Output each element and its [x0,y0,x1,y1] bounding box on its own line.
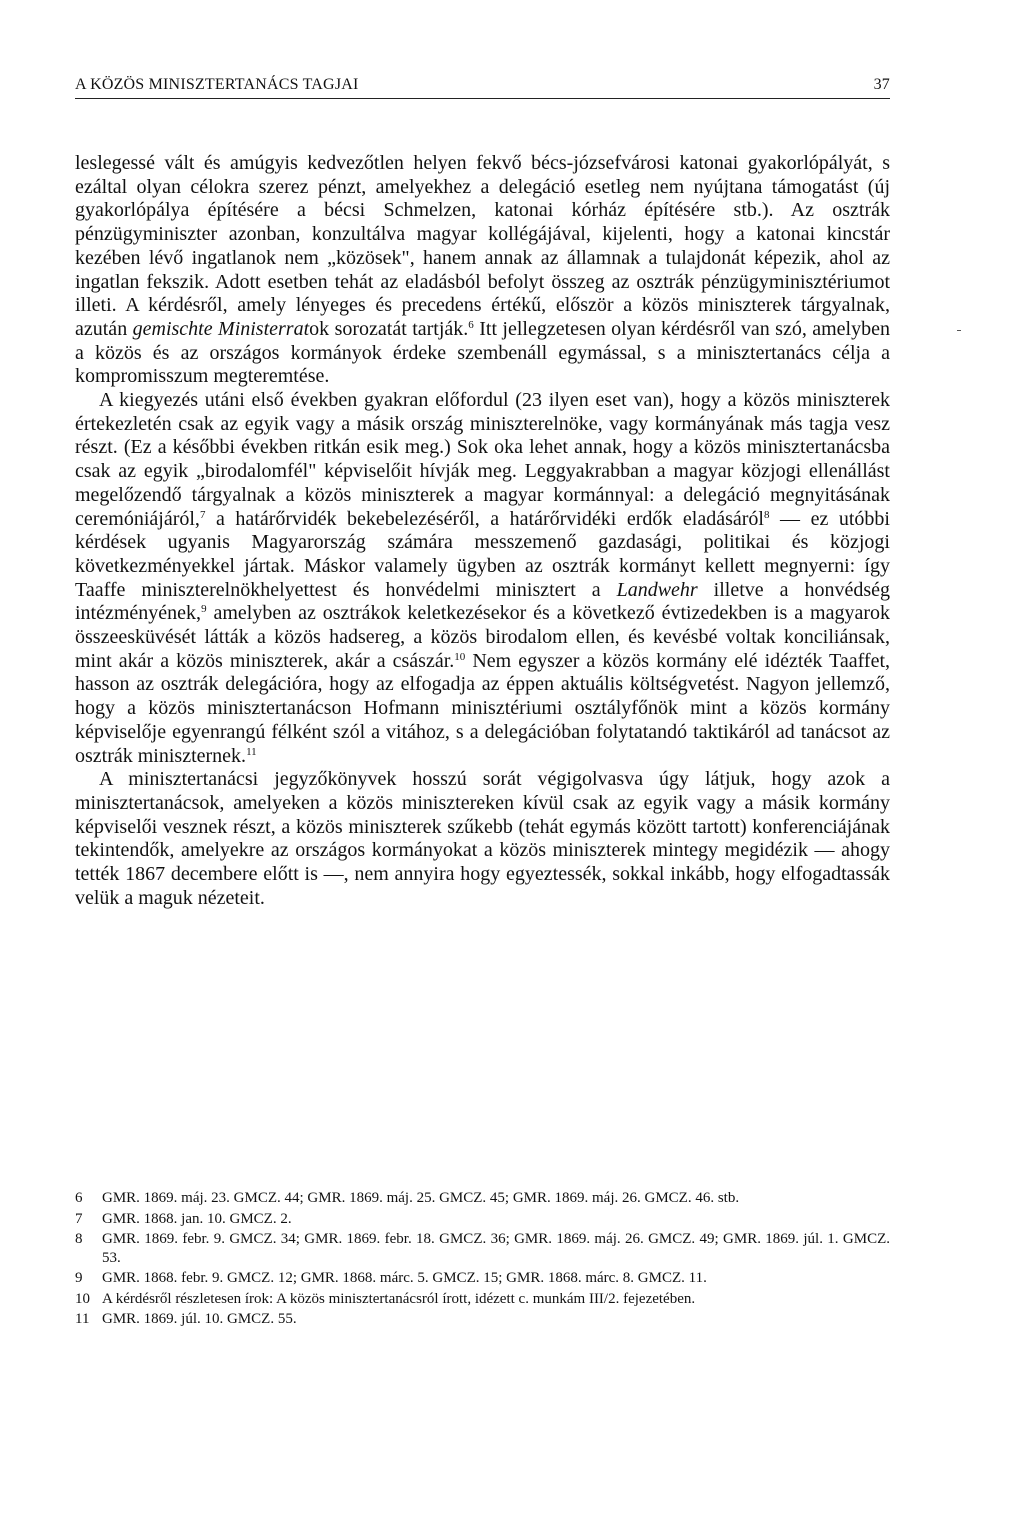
footnote-number: 11 [75,1311,90,1327]
main-text [75,152,890,911]
running-header [75,72,890,99]
footnote-ref-6[interactable]: 6 [468,318,474,331]
paragraph-1-italic: gemischte Ministerrat [132,317,310,340]
footnote-ref-11[interactable]: 11 [246,745,257,758]
footnote-text: GMR. 1869. júl. 10. GMCZ. 55. [102,1311,297,1327]
footnote-8 [75,1230,890,1267]
paragraph-1-text-c: Itt jellegzetesen olyan kérdésről van szó, amelyben a közös és az országos kormányok érdeke szembenáll egymással, s a minisztertanács célja a kompromisszum megteremtése. [75,317,890,388]
footnote-9 [75,1269,890,1288]
footnote-text: GMR. 1868. febr. 9. GMCZ. 12; GMR. 1868. márc. 5. GMCZ. 15; GMR. 1868. márc. 8. GMCZ. 11. [102,1270,707,1286]
footnotes [75,1189,890,1331]
paragraph-2-text-a: A kiegyezés utáni első években gyakran előfordul (23 ilyen eset van), hogy a közös miniszterek értekezletén csak az egyik vagy a másik ország miniszterelnöke, vagy kormányának más tagja vesz részt. (Ez a későbbi években ritkán esik meg.) Sok oka lehet annak, hogy a közös minisztertanácsba csak az egyik „birodalomfél" képviselőit hívják meg. Leggyakrabban a magyar közjogi ellenállást megelőzendő tárgyalnak a közös miniszterek a magyar kormánnyal: a delegáció megnyitásának ceremóniájáról, [75,389,890,530]
paragraph-2-text-e: amelyben az osztrákok keletkezésekor és a következő évtizedekben is a magyarok összeesküvését látták a közös hadsereg, a közös birodalom ellen, és kevésbé voltak konciliánsak, mint akár a közös miniszterek, akár a császár. [75,602,890,672]
paragraph-1 [75,152,890,389]
paragraph-2-text-f: Nem egyszer a közös kormány elé idézték Taaffet, hasson az osztrák delegációra, hogy az elfogadja az éppen aktuális költségvetést. Nagyon jellemző, hogy a közös minisztertanácson Hofmann minisztériumi osztályfőnök mint a közös kormány képviselője egyenrangú félként szól a vitához, s a delegációban folytatandó taktikáról ad tanácsot az osztrák miniszternek. [75,649,891,767]
footnote-text: GMR. 1869. máj. 23. GMCZ. 44; GMR. 1869. máj. 25. GMCZ. 45; GMR. 1869. máj. 26. GMCZ. 46. stb. [102,1190,740,1206]
footnote-10 [75,1290,890,1309]
paragraph-2-italic: Landwehr [616,578,698,601]
footnote-number: 7 [75,1210,83,1227]
footnote-text: GMR. 1868. jan. 10. GMCZ. 2. [102,1210,292,1227]
footnote-ref-10[interactable]: 10 [454,650,466,663]
paragraph-1-text-b: ok sorozatát tartják. [309,317,469,340]
margin-mark [957,330,961,331]
paragraph-2 [75,389,890,768]
footnote-number: 10 [75,1290,90,1307]
footnote-ref-7[interactable]: 7 [199,508,206,521]
footnote-6 [75,1189,890,1208]
paragraph-3: A minisztertanácsi jegyzőkönyvek hosszú sorát végigolvasva úgy látjuk, hogy azok a minisztertanácsok, amelyeken a közös minisztereken kívül csak az egyik vagy a másik kormány képviselői vesznek részt, a közös miniszterek szűkebb (tehát egymás között tartott) konferenciájának tekintendők, amelyekre az országos kormányokat a közös miniszterek mintegy megidézik — ahogy tették 1867 decembere előtt is —, nem annyira hogy egyeztessék, sokkal inkább, hogy elfogadtassák velük a maguk nézeteit. [75,768,890,909]
footnote-number: 8 [75,1231,83,1247]
footnote-text: GMR. 1869. febr. 9. GMCZ. 34; GMR. 1869. febr. 18. GMCZ. 36; GMR. 1869. máj. 26. GMCZ. 49; GMR. 1869. júl. 1. GMCZ. 53. [102,1231,890,1266]
footnote-number: 6 [75,1190,83,1206]
footnote-text: A kérdésről részletesen írok: A közös minisztertanácsról írott, idézett c. munkám III/2. fejezetében. [102,1290,696,1307]
footnote-7 [75,1210,890,1229]
footnote-number: 9 [75,1270,83,1286]
footnote-ref-9[interactable]: 9 [201,603,207,616]
page-number: 37 [873,76,890,93]
paragraph-2-text-c: — ez utóbbi kérdések ugyanis Magyarország számára messzemenő gazdasági, politikai és közjogi következményekkel jártak. Máskor valamely ügyben az osztrák kormányt kellett megnyerni: így Taaffe miniszterelnökhelyettest és honvédelmi minisztert a [75,507,890,601]
paragraph-2-text-b: a határőrvidék bekebelezéséről, a határőrvidéki erdők eladásáról [205,507,764,530]
footnote-ref-8[interactable]: 8 [763,508,770,521]
paragraph-1-text-a: leslegessé vált és amúgyis kedvezőtlen helyen fekvő bécs-józsefvárosi katonai gyakorlópályát, s ezáltal olyan célokra szerez pénzt, amelyekhez a delegáció esetleg nem nyújtana támogatást (új gyakorlópálya építésére a bécsi Schmelzen, katonai kórház építésére stb.). Az osztrák pénzügyminiszter azonban, konzultálva magyar kollégájával, kijelenti, hogy a katonai kincstár kezében lévő ingatlanok nem „közösek", hanem annak az államnak a tulajdonát képezik, ahol az ingatlan fekszik. Adott esetben tehát az eladásból befolyt összeg az osztrák pénzügyminisztériumot illeti. A kérdésről, amely lényeges és precedens értékű, először a közös miniszterek tárgyalnak, azután [75,152,890,340]
paragraph-2-text-d: illetve a honvédség intézményének, [75,578,890,625]
running-title: A KÖZÖS MINISZTERTANÁCS TAGJAI [75,76,359,93]
footnote-11 [75,1310,890,1329]
